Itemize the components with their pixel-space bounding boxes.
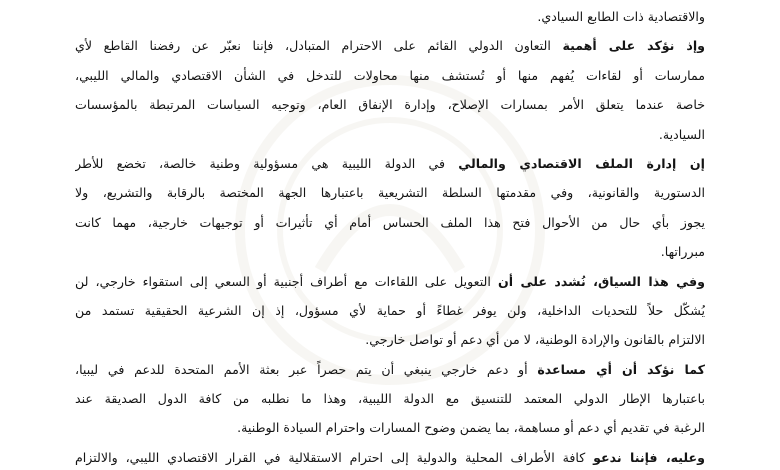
bold-lead: وفي هذا السياق، نُشدد على أن: [497, 273, 705, 289]
bold-lead: وإذ نؤكد على أهمية: [562, 38, 705, 54]
line-text: أو دعم خارجي ينبغي أن يتم حصراً عبر بعثة الأمم المتحدة للدعم في ليبيا،: [75, 361, 538, 377]
line-text: والاقتصادية ذات الطابع السيادي.: [537, 9, 705, 24]
text-line: [75, 208, 705, 237]
text-line: [75, 31, 705, 60]
text-line: [75, 2, 705, 31]
bold-lead: كما نؤكد أن أي مساعدة: [537, 361, 705, 377]
text-line: [75, 90, 705, 119]
line-text: يجوز بأي حال من الأحوال فتح هذا الملف الحساس أمام أي تأثيرات أو توجيهات خارجية، مهما كانت: [75, 214, 705, 230]
text-line: [75, 413, 705, 442]
line-text: الدستورية والقانونية، وفي مقدمتها السلطة التشريعية باعتبارها الجهة المختصة بالرقابة والتشريع، ولا: [75, 185, 705, 201]
line-text: مبرراتها.: [660, 244, 705, 260]
text-line: [75, 296, 705, 325]
line-text: يُشكّل حلاً للتحديات الداخلية، ولن يوفر غطاءً أو حماية لأي مسؤول، إذ إن الشرعية الحقيقية تستمد من: [75, 302, 705, 318]
line-text: التعاون الدولي القائم على الاحترام المتبادل، فإننا نعبّر عن رفضنا القاطع لأي: [75, 38, 563, 54]
line-text: كافة الأطراف المحلية والدولية إلى احترام الاستقلالية في القرار الاقتصادي الليبي، والالتزام: [75, 449, 594, 465]
line-text: خاصة عندما يتعلق الأمر بمسارات الإصلاح، وإدارة الإنفاق العام، وتوجيه السياسات المرتبطة بالمؤسسات: [75, 97, 705, 113]
text-line: [75, 355, 705, 384]
line-text: الالتزام بالقانون والإرادة الوطنية، لا من أي دعم أو تواصل خارجي.: [365, 332, 705, 348]
document-body: [75, 2, 705, 470]
text-line: [75, 61, 705, 90]
text-line: [75, 384, 705, 413]
text-line: [75, 149, 705, 178]
line-text: ممارسات أو لقاءات يُفهم منها أو تُستشف منها محاولات للتدخل في الشأن الاقتصادي والمالي الليبي،: [75, 67, 705, 83]
bold-lead: وعليه، فإننا ندعو: [593, 449, 705, 465]
line-text: في الدولة الليبية هي مسؤولية وطنية خالصة، تخضع للأطر: [75, 155, 459, 171]
text-line: [75, 178, 705, 207]
line-text: السيادية.: [658, 126, 705, 142]
text-line: [75, 120, 705, 149]
line-text: الرغبة في تقديم أي دعم أو مساهمة، بما يضمن وضوح المسارات واحترام السيادة الوطنية.: [237, 420, 705, 436]
line-text: باعتبارها الإطار الدولي المعتمد للتنسيق مع الدولة الليبية، وهذا ما نطلبه من كافة الدول الصديقة عند: [75, 391, 705, 407]
text-line: [75, 267, 705, 296]
text-line: [75, 443, 705, 470]
bold-lead: إن إدارة الملف الاقتصادي والمالي: [458, 155, 705, 171]
text-line: [75, 237, 705, 266]
text-line: [75, 325, 705, 354]
line-text: التعويل على اللقاءات مع أطراف أجنبية أو السعي إلى استقواء خارجي، لن: [75, 273, 498, 289]
